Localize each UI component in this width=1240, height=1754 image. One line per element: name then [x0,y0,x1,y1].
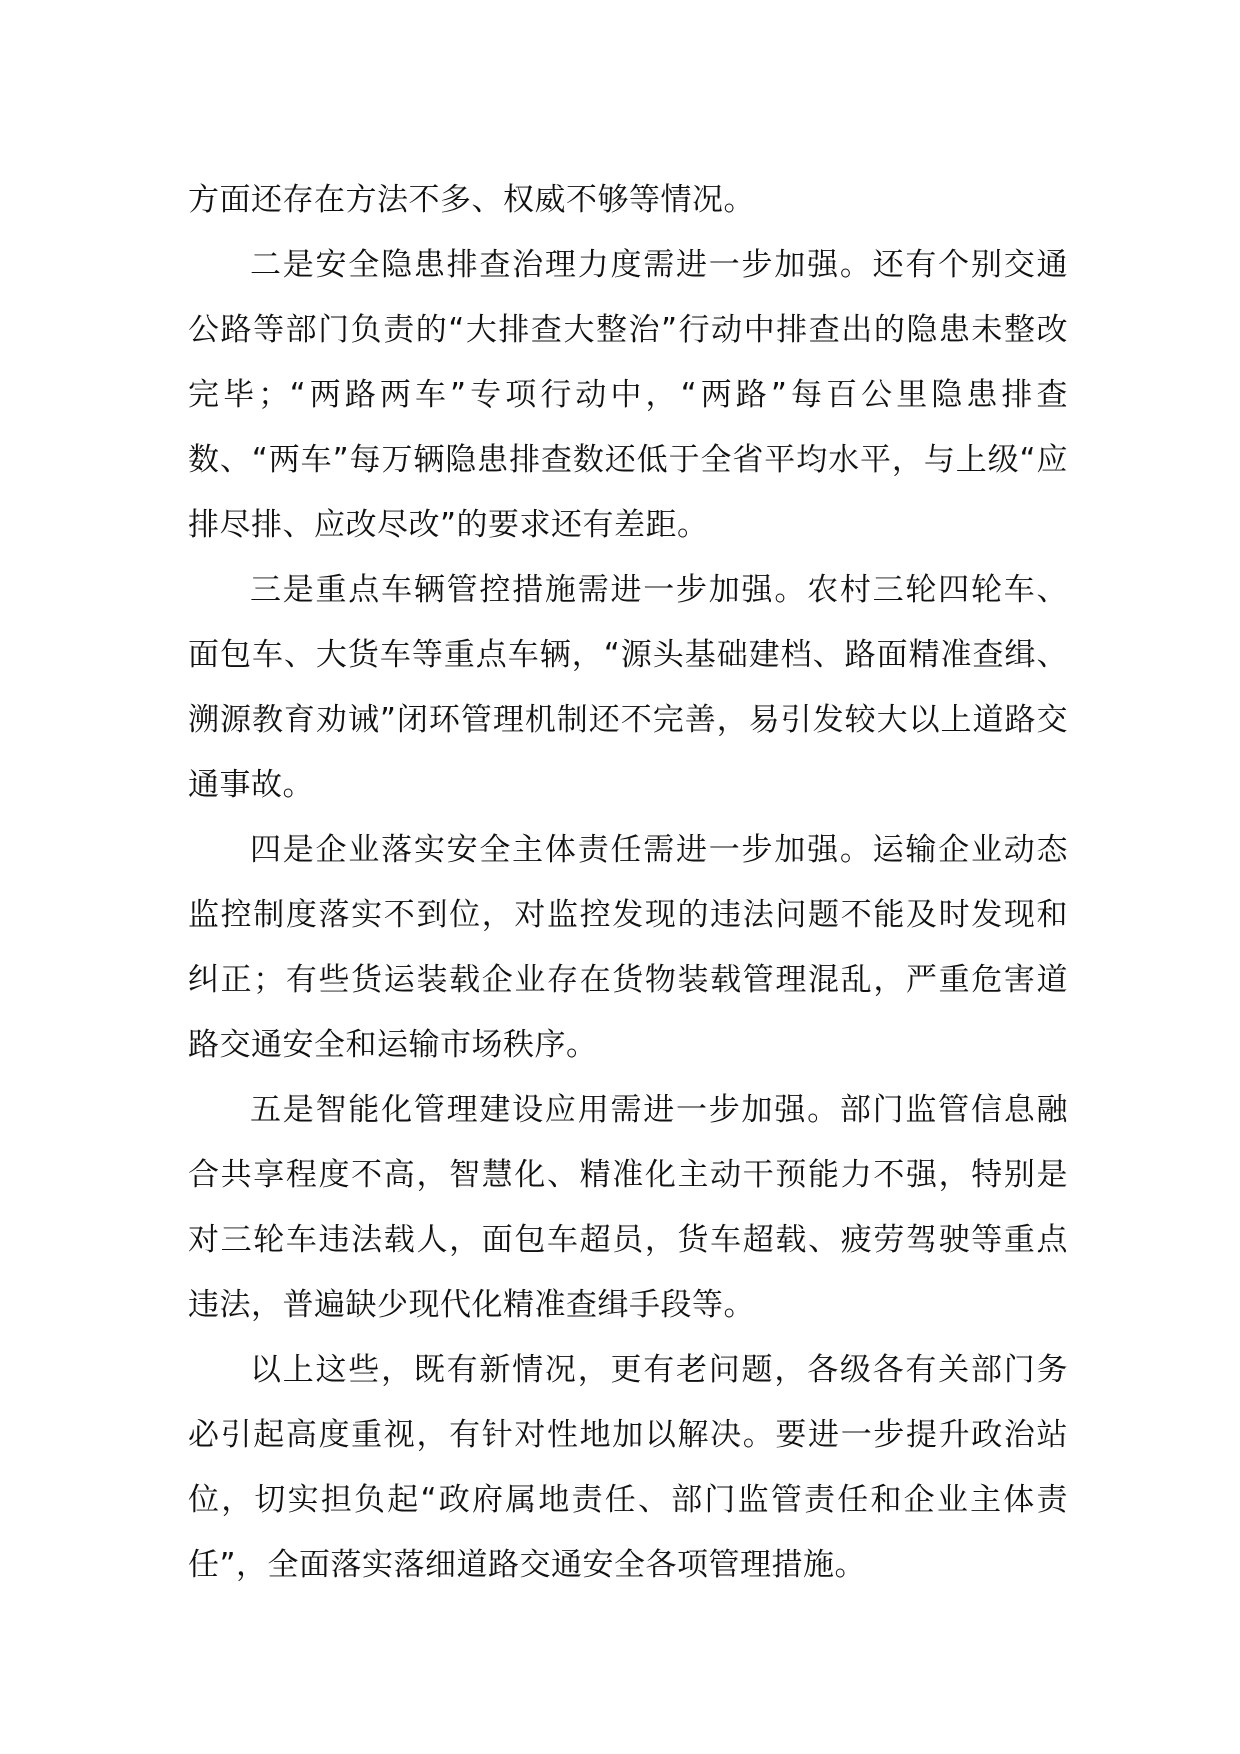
paragraph-safety-hazard-inspection: 二是安全隐患排查治理力度需进一步加强。还有个别交通公路等部门负责的“大排查大整治”行动中排查出的隐患未整改完毕；“两路两车”专项行动中，“两路”每百公里隐患排查数、“两车”每万辆隐患排查数还低于全省平均水平，与上级“应排尽排、应改尽改”的要求还有差距。 [188,247,1068,543]
document-body [188,168,1068,1598]
paragraph-intelligent-management: 五是智能化管理建设应用需进一步加强。部门监管信息融合共享程度不高，智慧化、精准化主动干预能力不强，特别是对三轮车违法载人，面包车超员，货车超载、疲劳驾驶等重点违法，普遍缺少现代化精准查缉手段等。 [188,1092,1068,1323]
paragraph-key-vehicle-control: 三是重点车辆管控措施需进一步加强。农村三轮四轮车、面包车、大货车等重点车辆，“源头基础建档、路面精准查缉、溯源教育劝诫”闭环管理机制还不完善，易引发较大以上道路交通事故。 [188,572,1068,803]
paragraph-enterprise-responsibility: 四是企业落实安全主体责任需进一步加强。运输企业动态监控制度落实不到位，对监控发现的违法问题不能及时发现和纠正；有些货运装载企业存在货物装载管理混乱，严重危害道路交通安全和运输市场秩序。 [188,832,1068,1063]
paragraph-continuation: 方面还存在方法不多、权威不够等情况。 [188,182,755,218]
paragraph-summary: 以上这些，既有新情况，更有老问题，各级各有关部门务必引起高度重视，有针对性地加以解决。要进一步提升政治站位，切实担负起“政府属地责任、部门监管责任和企业主体责任”，全面落实落细道路交通安全各项管理措施。 [188,1352,1068,1583]
